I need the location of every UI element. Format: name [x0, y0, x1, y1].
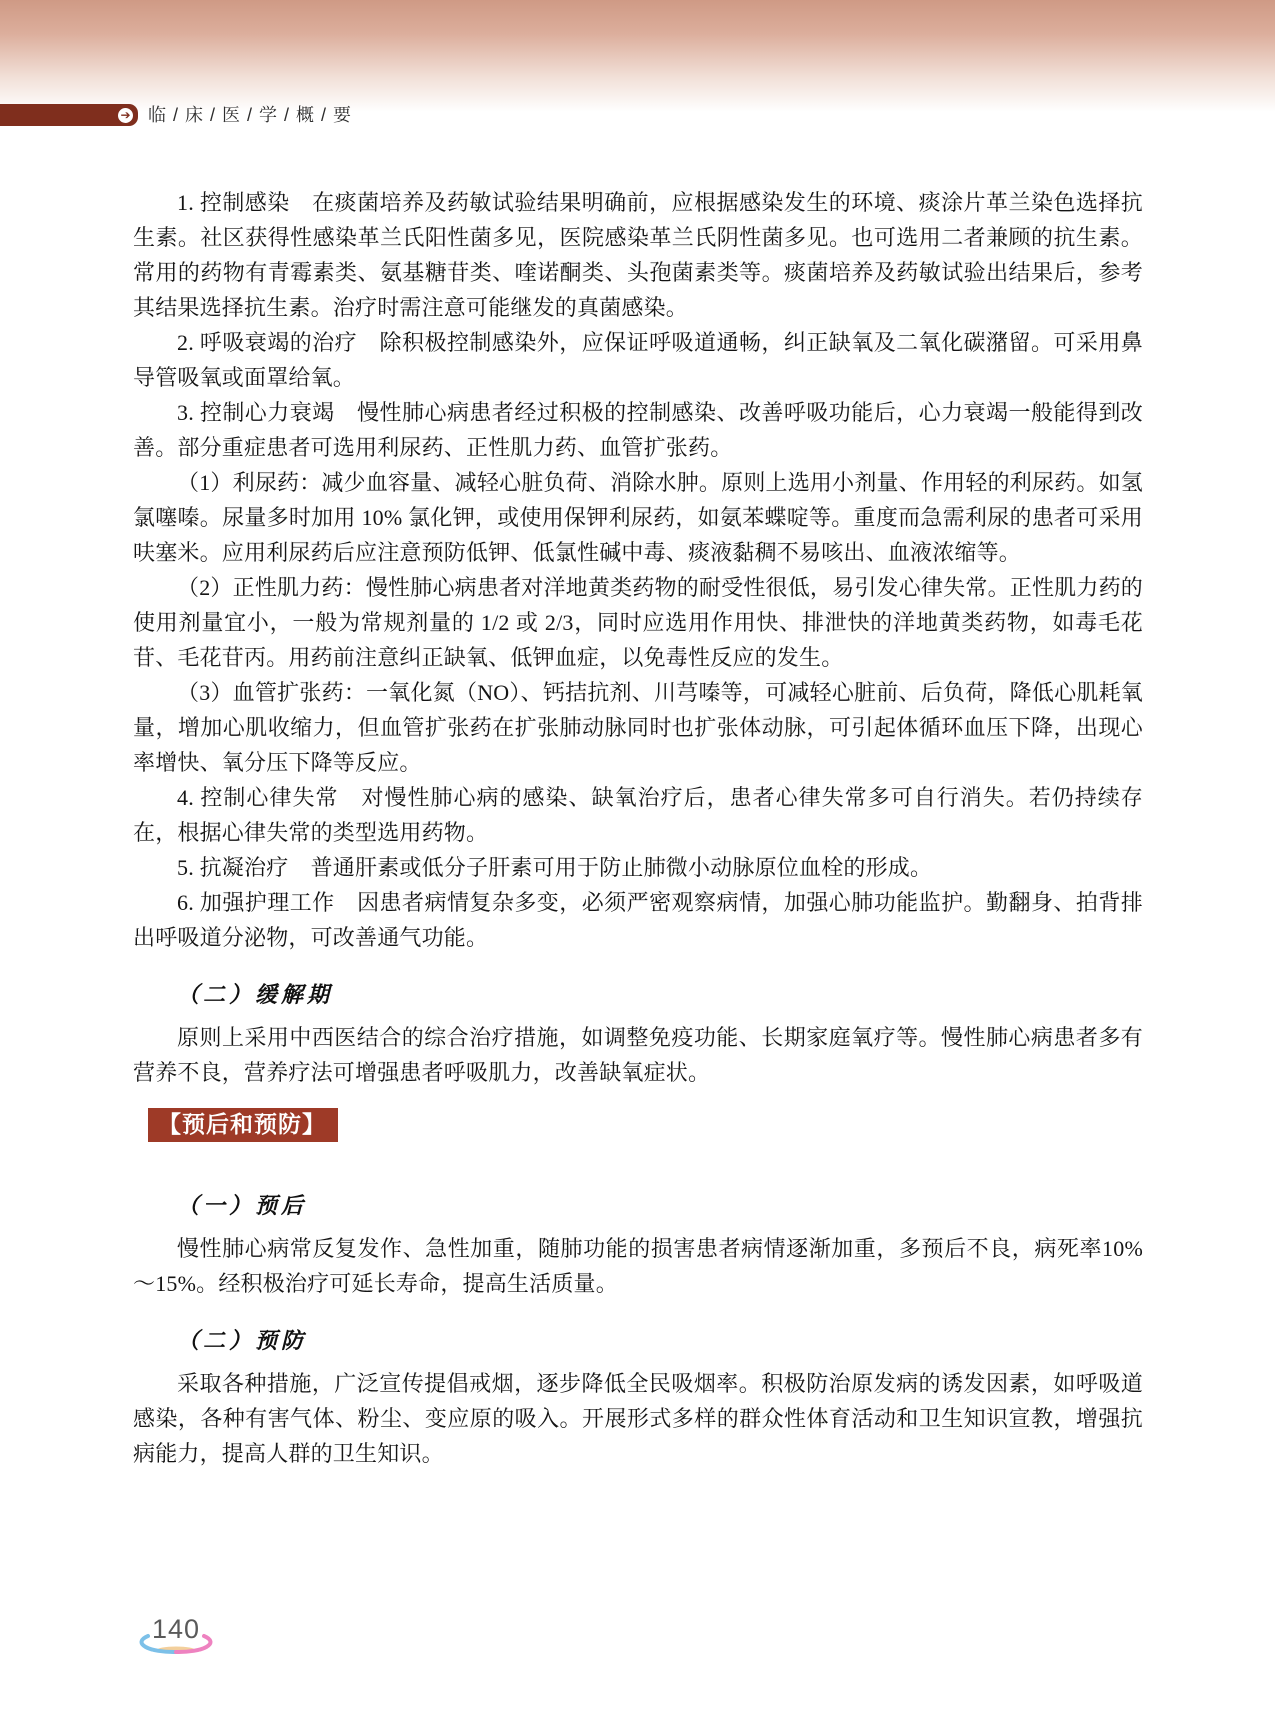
paragraph-prognosis: 慢性肺心病常反复发作、急性加重，随肺功能的损害患者病情逐渐加重，多预后不良，病死率10%～15%。经积极治疗可延长寿命，提高生活质量。	[133, 1236, 1143, 1296]
paragraph-respiratory-failure: 2. 呼吸衰竭的治疗 除积极控制感染外，应保证呼吸道通畅，纠正缺氧及二氧化碳潴留。可采用鼻导管吸氧或面罩给氧。	[133, 330, 1143, 390]
paragraph-arrhythmia: 4. 控制心律失常 对慢性肺心病的感染、缺氧治疗后，患者心律失常多可自行消失。若仍持续存在，根据心律失常的类型选用药物。	[133, 785, 1143, 845]
paragraph-vasodilators: （3）血管扩张药：一氧化氮（NO）、钙拮抗剂、川芎嗪等，可减轻心脏前、后负荷，降低心肌耗氧量，增加心肌收缩力，但血管扩张药在扩张肺动脉同时也扩张体动脉，可引起体循环血压下降，出现心率增快、氧分压下降等反应。	[133, 680, 1143, 775]
page-number: 140	[151, 1614, 201, 1644]
page-content	[133, 185, 1143, 1471]
paragraph-remission-treatment: 原则上采用中西医结合的综合治疗措施，如调整免疫功能、长期家庭氧疗等。慢性肺心病患者多有营养不良，营养疗法可增强患者呼吸肌力，改善缺氧症状。	[133, 1025, 1143, 1085]
paragraph-inotropes: （2）正性肌力药：慢性肺心病患者对洋地黄类药物的耐受性很低，易引发心律失常。正性肌力药的使用剂量宜小，一般为常规剂量的 1/2 或 2/3，同时应选用作用快、排泄快的洋地黄类药物，如毒毛花苷、毛花苷丙。用药前注意纠正缺氧、低钾血症，以免毒性反应的发生。	[133, 575, 1143, 670]
book-title: 临 / 床 / 医 / 学 / 概 / 要	[148, 105, 353, 125]
subheading-remission-phase: （二）缓解期	[177, 982, 334, 1007]
paragraph-nursing: 6. 加强护理工作 因患者病情复杂多变，必须严密观察病情，加强心肺功能监护。勤翻身、拍背排出呼吸道分泌物，可改善通气功能。	[133, 890, 1143, 950]
page-top-gradient	[0, 0, 1275, 112]
subheading-prevention: （二）预防	[177, 1328, 308, 1353]
section-heading-prognosis-prevention: 【预后和预防】	[148, 1108, 338, 1142]
paragraph-heart-failure: 3. 控制心力衰竭 慢性肺心病患者经过积极的控制感染、改善呼吸功能后，心力衰竭一般能得到改善。部分重症患者可选用利尿药、正性肌力药、血管扩张药。	[133, 400, 1143, 460]
paragraph-anticoagulation: 5. 抗凝治疗 普通肝素或低分子肝素可用于防止肺微小动脉原位血栓的形成。	[177, 855, 933, 880]
paragraph-prevention: 采取各种措施，广泛宣传提倡戒烟，逐步降低全民吸烟率。积极防治原发病的诱发因素，如呼吸道感染，各种有害气体、粉尘、变应原的吸入。开展形式多样的群众性体育活动和卫生知识宣教，增强抗病能力，提高人群的卫生知识。	[133, 1371, 1143, 1466]
subheading-prognosis: （一）预后	[177, 1193, 308, 1218]
page-number-block	[136, 1614, 216, 1666]
arrow-right-icon: ➔	[118, 108, 133, 123]
paragraph-diuretics: （1）利尿药：减少血容量、减轻心脏负荷、消除水肿。原则上选用小剂量、作用轻的利尿药。如氢氯噻嗪。尿量多时加用 10% 氯化钾，或使用保钾利尿药，如氨苯蝶啶等。重度而急需利尿的患者可采用呋塞米。应用利尿药后应注意预防低钾、低氯性碱中毒、痰液黏稠不易咳出、血液浓缩等。	[133, 470, 1143, 565]
paragraph-control-infection: 1. 控制感染 在痰菌培养及药敏试验结果明确前，应根据感染发生的环境、痰涂片革兰染色选择抗生素。社区获得性感染革兰氏阳性菌多见，医院感染革兰氏阴性菌多见。也可选用二者兼顾的抗生素。常用的药物有青霉素类、氨基糖苷类、喹诺酮类、头孢菌素类等。痰菌培养及药敏试验出结果后，参考其结果选择抗生素。治疗时需注意可能继发的真菌感染。	[133, 190, 1143, 320]
chapter-header-bar	[0, 104, 138, 126]
